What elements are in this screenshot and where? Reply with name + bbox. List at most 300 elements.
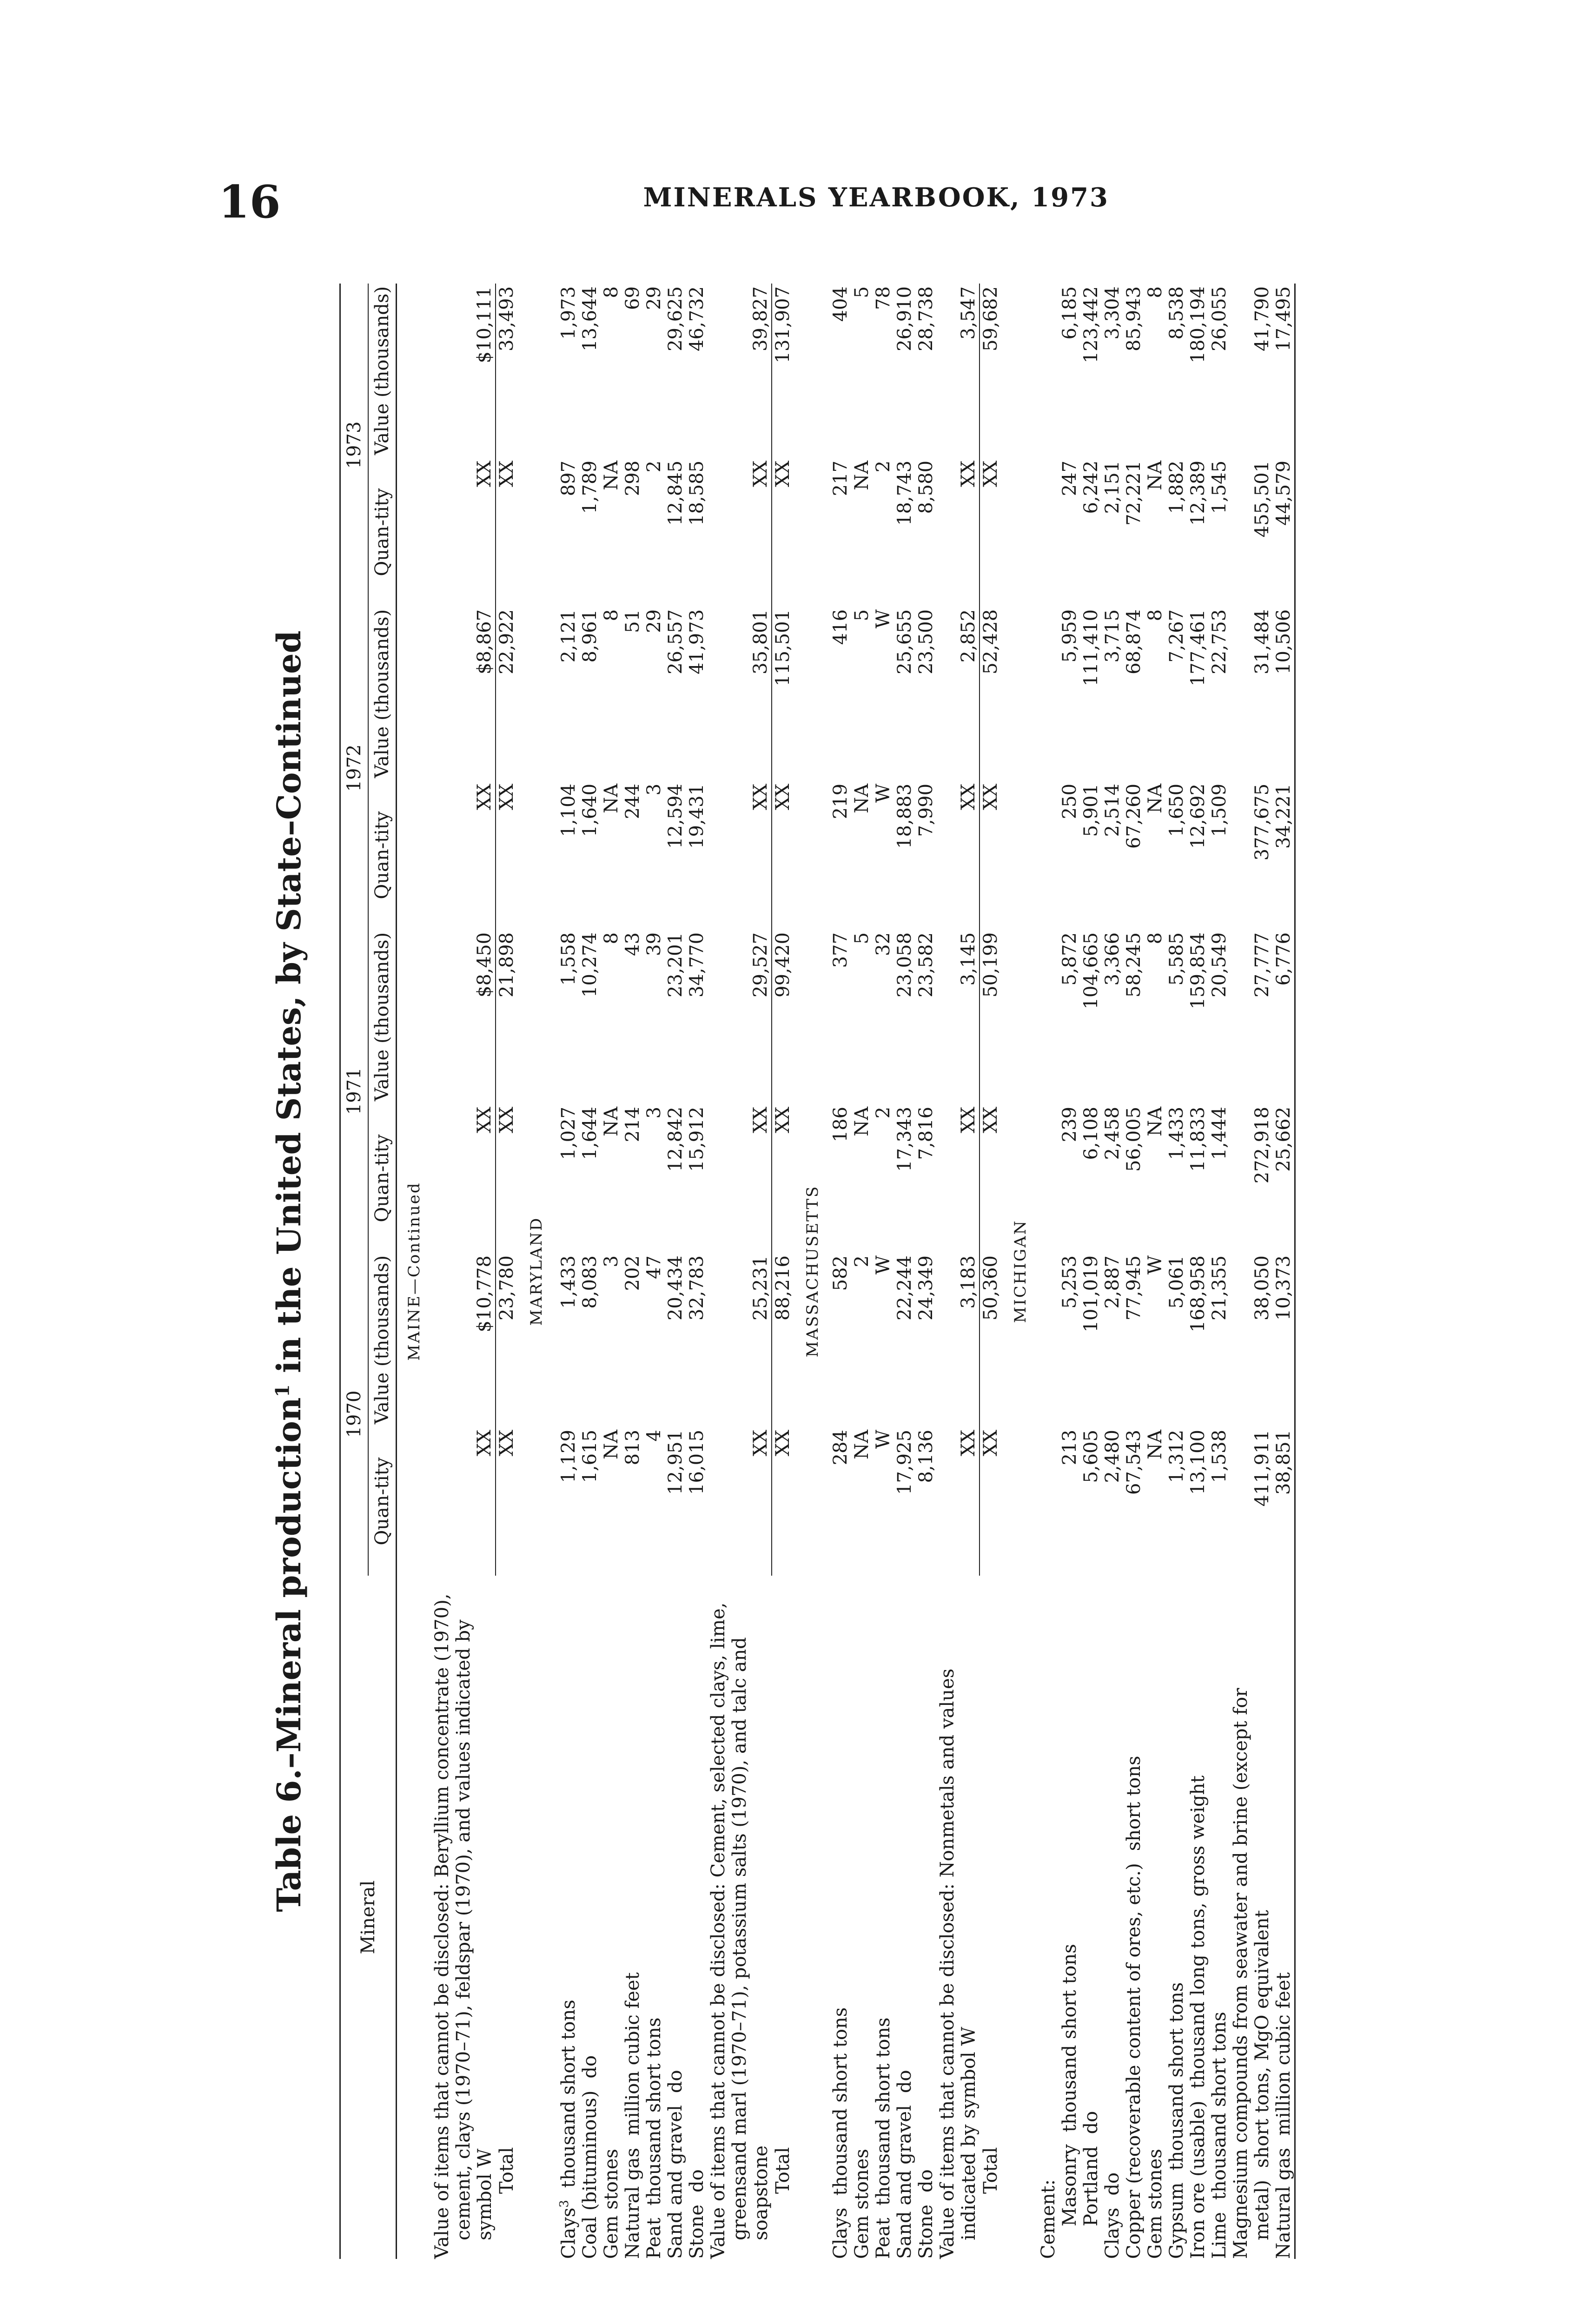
value-header: Value (thousands): [368, 1253, 397, 1427]
quantity-cell: 2: [873, 1106, 894, 1119]
unit-label: thousand short tons: [1209, 2012, 1231, 2200]
quantity-cell: 67,543: [1123, 1430, 1145, 1495]
section-heading-row: [1003, 284, 1038, 2259]
value-header: Value (thousands): [368, 930, 397, 1104]
value-cell: 180,194: [1187, 286, 1209, 363]
value-cell: 29: [643, 609, 665, 633]
value-cell: 202: [622, 1255, 644, 1291]
value-cell: 58,245: [1123, 932, 1145, 997]
mineral-label: Gem stones: [601, 2149, 622, 2259]
value-cell: 27,777: [1251, 932, 1273, 997]
caption-tail: in the United States, by State–Continued: [270, 630, 308, 1385]
value-cell: 5,585: [1166, 932, 1188, 986]
page-number: 16: [218, 176, 281, 228]
value-cell: 24,349: [915, 1255, 937, 1320]
table-row: [686, 284, 708, 2259]
mineral-cell: [431, 1576, 496, 2259]
unit-label: million cubic feet: [1273, 1972, 1295, 2136]
value-cell: W: [873, 609, 894, 629]
mineral-label: Sand and gravel: [665, 2105, 687, 2259]
mineral-label: Iron ore (usable): [1187, 2100, 1209, 2259]
mineral-cell: [686, 1576, 708, 2259]
value-cell: $10,778: [474, 1255, 495, 1333]
quantity-cell: 1,444: [1209, 1106, 1231, 1160]
value-cell: 99,420: [772, 930, 795, 1104]
unit-label: thousand short tons: [873, 2017, 894, 2206]
quantity-cell: 17,925: [894, 1430, 916, 1495]
value-cell: 582: [830, 1255, 852, 1291]
quantity-cell: XX: [958, 783, 980, 810]
quantity-cell: 186: [830, 1106, 852, 1142]
unit-label: thousand short tons: [830, 2007, 852, 2196]
table-row: [1166, 284, 1187, 2259]
mineral-cell: [1145, 1576, 1166, 2259]
value-header: Value (thousands): [368, 607, 397, 781]
quantity-cell: 1,882: [1166, 460, 1188, 514]
value-cell: 8,538: [1166, 286, 1188, 340]
mineral-cell: [708, 1576, 772, 2259]
quantity-cell: 217: [830, 460, 852, 496]
mineral-label: Gypsum: [1166, 2182, 1188, 2259]
value-cell: 377: [830, 932, 852, 968]
quantity-cell: 897: [558, 460, 580, 496]
mineral-label: Sand and gravel: [894, 2105, 916, 2259]
quantity-cell: NA: [1145, 460, 1166, 490]
mineral-cell: [772, 1576, 795, 2259]
unit-label: do: [1080, 2111, 1102, 2134]
value-cell: 2: [851, 1255, 873, 1268]
value-cell: 10,373: [1273, 1255, 1295, 1320]
quantity-cell: 1,789: [579, 460, 601, 514]
table-row: [554, 284, 579, 2259]
table-row: [915, 284, 937, 2259]
quantity-cell: 411,911: [1251, 1430, 1273, 1507]
mineral-label: Gem stones: [851, 2149, 873, 2259]
quantity-cell: 247: [1059, 460, 1081, 496]
quantity-cell: XX: [772, 1104, 795, 1253]
table-row: [1209, 284, 1230, 2259]
value-cell: 50,360: [980, 1253, 1003, 1427]
quantity-cell: 12,951: [665, 1430, 687, 1495]
quantity-cell: 244: [622, 783, 644, 819]
total-row: [496, 284, 519, 2259]
quantity-cell: 7,990: [915, 783, 937, 837]
quantity-cell: XX: [474, 1430, 495, 1456]
quantity-cell: 455,501: [1251, 460, 1273, 538]
quantity-cell: XX: [958, 460, 980, 487]
value-cell: 2,852: [958, 609, 980, 663]
table-body: [397, 284, 1295, 2259]
quantity-cell: 1,312: [1166, 1430, 1188, 1483]
section-heading-row: [519, 284, 554, 2259]
value-cell: 8: [601, 932, 622, 944]
quantity-cell: 18,585: [686, 460, 708, 526]
value-cell: 39: [643, 932, 665, 956]
value-cell: [1038, 607, 1059, 781]
table-row: [579, 284, 601, 2259]
value-cell: 69: [622, 286, 644, 310]
quantity-cell: 1,650: [1166, 783, 1188, 837]
mineral-cell: [1123, 1576, 1145, 2259]
value-cell: 5: [851, 609, 873, 621]
value-cell: 31,484: [1251, 609, 1273, 674]
value-cell: 8,961: [579, 609, 601, 663]
value-cell: 3,145: [958, 932, 980, 986]
value-cell: 6,185: [1059, 286, 1081, 340]
value-cell: 28,738: [915, 286, 937, 351]
value-cell: 23,780: [496, 1253, 519, 1427]
mineral-label: Value of items that cannot be disclosed: Beryllium concentrate (1970), cement, clays (1970–71), feldspar (1970), and values indicated by symbol W: [431, 1593, 496, 2259]
quantity-cell: 6,108: [1080, 1106, 1102, 1160]
quantity-cell: NA: [851, 460, 873, 490]
table-row: [601, 284, 622, 2259]
unit-label: million cubic feet: [622, 1972, 644, 2136]
mineral-cell: [1080, 1576, 1102, 2259]
quantity-cell: NA: [601, 460, 622, 490]
value-cell: 34,770: [686, 932, 708, 997]
year-header-1973: 1973: [340, 284, 369, 607]
unit-label: thousand long tons, gross weight: [1187, 1775, 1209, 2089]
value-cell: 123,442: [1080, 286, 1102, 363]
mineral-label: Gem stones: [1145, 2149, 1166, 2259]
caption-footnote-mark: 1: [271, 1384, 294, 1398]
quantity-cell: XX: [496, 781, 519, 930]
quantity-cell: W: [873, 783, 894, 803]
quantity-cell: NA: [601, 1106, 622, 1136]
quantity-cell: [1038, 781, 1059, 930]
mineral-label: Magnesium compounds from seawater and brine (except for metal): [1230, 1688, 1273, 2259]
unit-label: thousand short tons: [1166, 1982, 1188, 2171]
value-cell: 8: [601, 609, 622, 621]
mineral-production-table: [339, 284, 1296, 2259]
quantity-cell: 1,545: [1209, 460, 1231, 514]
value-cell: 26,557: [665, 609, 687, 674]
unit-label: thousand short tons: [558, 2000, 580, 2188]
unit-label: do: [915, 2169, 937, 2192]
quantity-header: Quan-tity: [368, 1104, 397, 1253]
quantity-cell: 18,883: [894, 783, 916, 849]
value-cell: 77,945: [1123, 1255, 1145, 1320]
quantity-cell: NA: [601, 1430, 622, 1459]
value-cell: 38,050: [1251, 1255, 1273, 1320]
mineral-label: Peat: [873, 2218, 894, 2259]
quantity-header: Quan-tity: [368, 458, 397, 607]
value-cell: 68,874: [1123, 609, 1145, 674]
quantity-cell: NA: [1145, 1430, 1166, 1459]
mineral-cell: [1102, 1576, 1123, 2259]
mineral-label: Value of items that cannot be disclosed: Nonmetals and values indicated by symbol W: [937, 1668, 980, 2259]
value-cell: 43: [622, 932, 644, 956]
quantity-cell: XX: [958, 1430, 980, 1456]
value-cell: 23,500: [915, 609, 937, 674]
table-row: [431, 284, 496, 2259]
value-cell: [1038, 1253, 1059, 1427]
value-cell: 5,872: [1059, 932, 1081, 986]
quantity-cell: 44,579: [1273, 460, 1295, 526]
table-row: [665, 284, 686, 2259]
section-title: MARYLAND: [527, 1216, 546, 1326]
quantity-cell: [1038, 1427, 1059, 1576]
value-cell: 22,753: [1209, 609, 1231, 674]
quantity-cell: XX: [496, 1104, 519, 1253]
unit-label: do: [579, 2055, 601, 2079]
quantity-cell: XX: [750, 1430, 772, 1456]
value-cell: 5: [851, 286, 873, 298]
table-row: [643, 284, 665, 2259]
value-cell: 23,201: [665, 932, 687, 997]
value-cell: 3,715: [1102, 609, 1124, 663]
value-cell: 46,732: [686, 286, 708, 351]
table-row: [830, 284, 851, 2259]
quantity-cell: 1,640: [579, 783, 601, 837]
value-cell: 22,922: [496, 607, 519, 781]
value-cell: 23,582: [915, 932, 937, 997]
value-cell: 17,495: [1273, 286, 1295, 351]
quantity-cell: XX: [474, 783, 495, 810]
quantity-cell: 250: [1059, 783, 1081, 819]
value-cell: 39,827: [750, 286, 772, 351]
mineral-cell: [1038, 1576, 1059, 2259]
value-cell: 3,366: [1102, 932, 1124, 986]
quantity-cell: 298: [622, 460, 644, 496]
mineral-cell: [1230, 1576, 1273, 2259]
mineral-column-header: Mineral: [340, 1576, 397, 2259]
quantity-cell: 214: [622, 1106, 644, 1142]
mineral-label: Lime: [1209, 2212, 1231, 2259]
mineral-cell: [1166, 1576, 1187, 2259]
value-cell: 23,058: [894, 932, 916, 997]
quantity-cell: 7,816: [915, 1106, 937, 1160]
value-cell: 50,199: [980, 930, 1003, 1104]
value-cell: 78: [873, 286, 894, 310]
quantity-cell: 11,833: [1187, 1106, 1209, 1172]
mineral-label: Natural gas: [622, 2147, 644, 2259]
quantity-header: Quan-tity: [368, 781, 397, 930]
quantity-cell: 67,260: [1123, 783, 1145, 849]
mineral-label: Masonry: [1059, 2144, 1081, 2226]
value-cell: 85,943: [1123, 286, 1145, 351]
unit-label: short tons, MgO equivalent: [1251, 1910, 1273, 2168]
mineral-label: Clays: [558, 2207, 580, 2259]
unit-label: do: [686, 2169, 708, 2192]
quantity-cell: XX: [750, 1106, 772, 1133]
value-cell: 1,558: [558, 932, 580, 986]
value-cell: 25,655: [894, 609, 916, 674]
value-cell: W: [1145, 1255, 1166, 1275]
quantity-cell: 1,538: [1209, 1430, 1231, 1483]
value-cell: 26,055: [1209, 286, 1231, 351]
quantity-cell: 72,221: [1123, 460, 1145, 526]
quantity-cell: 12,692: [1187, 783, 1209, 849]
quantity-cell: XX: [750, 460, 772, 487]
mineral-label: Clays: [830, 2207, 852, 2259]
mineral-cell: [665, 1576, 686, 2259]
value-cell: 32,783: [686, 1255, 708, 1320]
quantity-cell: [1038, 458, 1059, 607]
quantity-cell: 8,136: [915, 1430, 937, 1483]
value-cell: 26,910: [894, 286, 916, 351]
table-row: [937, 284, 980, 2259]
unit-label: do: [665, 2070, 687, 2093]
quantity-cell: 34,221: [1273, 783, 1295, 849]
mineral-cell: [643, 1576, 665, 2259]
value-cell: 115,501: [772, 607, 795, 781]
value-cell: 5,061: [1166, 1255, 1188, 1309]
section-title: MASSACHUSETTS: [803, 1185, 822, 1358]
quantity-cell: XX: [474, 460, 495, 487]
quantity-cell: 56,005: [1123, 1106, 1145, 1172]
mineral-cell: [937, 1576, 980, 2259]
mineral-cell: [1273, 1576, 1295, 2259]
mineral-cell: [579, 1576, 601, 2259]
table-caption: [270, 284, 308, 2259]
running-head: MINERALS YEARBOOK, 1973: [643, 182, 1109, 213]
quantity-cell: 1,027: [558, 1106, 580, 1160]
total-row: [772, 284, 795, 2259]
mineral-label: Cement:: [1038, 2179, 1059, 2259]
mineral-cell: [1059, 1576, 1080, 2259]
quantity-cell: XX: [496, 1427, 519, 1576]
unit-label: do: [1102, 2172, 1124, 2196]
value-cell: 33,493: [496, 284, 519, 458]
mineral-cell: [554, 1576, 579, 2259]
value-cell: 177,461: [1187, 609, 1209, 687]
quantity-cell: 5,605: [1080, 1430, 1102, 1483]
quantity-cell: 6,242: [1080, 460, 1102, 514]
mineral-label: Coal (bituminous): [579, 2090, 601, 2259]
quantity-cell: 17,343: [894, 1106, 916, 1172]
value-cell: 104,665: [1080, 932, 1102, 1010]
quantity-cell: 1,433: [1166, 1106, 1188, 1160]
unit-label: thousand short tons: [1059, 1944, 1081, 2133]
table-row: [1080, 284, 1102, 2259]
mineral-label: Value of items that cannot be disclosed: Cement, selected clays, lime, greensand marl (1970–71), potassium salts (1970), and talc and soapstone: [708, 1602, 772, 2259]
table-row: [894, 284, 915, 2259]
quantity-cell: 1,644: [579, 1106, 601, 1160]
value-cell: 7,267: [1166, 609, 1188, 663]
value-cell: 6,776: [1273, 932, 1295, 986]
quantity-cell: 25,662: [1273, 1106, 1295, 1172]
value-cell: 29,527: [750, 932, 772, 997]
value-cell: $10,111: [474, 286, 495, 363]
value-cell: 168,958: [1187, 1255, 1209, 1333]
value-cell: 32: [873, 932, 894, 956]
value-header: Value (thousands): [368, 284, 397, 458]
quantity-cell: 4: [643, 1430, 665, 1442]
mineral-label: Total: [496, 2147, 517, 2194]
value-cell: 3,304: [1102, 286, 1124, 340]
mineral-cell: [1187, 1576, 1209, 2259]
quantity-cell: XX: [980, 1427, 1003, 1576]
unit-label: short tons: [1123, 1756, 1145, 1851]
section-heading-row: [795, 284, 830, 2259]
value-cell: 101,019: [1080, 1255, 1102, 1333]
quantity-cell: NA: [601, 783, 622, 813]
table-row: [1273, 284, 1295, 2259]
unit-label: do: [894, 2070, 916, 2093]
quantity-cell: 284: [830, 1430, 852, 1466]
mineral-label: Total: [772, 2147, 794, 2194]
value-cell: 35,801: [750, 609, 772, 674]
table-row: [1187, 284, 1209, 2259]
value-cell: 8: [1145, 932, 1166, 944]
quantity-cell: XX: [772, 458, 795, 607]
year-header-1970: 1970: [340, 1253, 369, 1576]
total-row: [980, 284, 1003, 2259]
table-row: [1038, 284, 1059, 2259]
value-cell: 8,083: [579, 1255, 601, 1309]
table-row: [873, 284, 894, 2259]
value-cell: 111,410: [1080, 609, 1102, 687]
mineral-label: Stone: [915, 2205, 937, 2259]
value-cell: 3,547: [958, 286, 980, 340]
quantity-cell: 18,743: [894, 460, 916, 526]
year-header-1971: 1971: [340, 930, 369, 1253]
mineral-cell: [915, 1576, 937, 2259]
value-cell: 29: [643, 286, 665, 310]
table-row: [1230, 284, 1273, 2259]
value-cell: 21,355: [1209, 1255, 1231, 1320]
value-cell: 8: [601, 286, 622, 298]
quantity-cell: NA: [851, 1430, 873, 1459]
value-cell: [1038, 284, 1059, 458]
quantity-cell: 813: [622, 1430, 644, 1466]
value-cell: 5: [851, 932, 873, 944]
table-row: [622, 284, 643, 2259]
quantity-cell: XX: [496, 458, 519, 607]
quantity-cell: 3: [643, 1106, 665, 1119]
quantity-cell: 2,480: [1102, 1430, 1124, 1483]
unit-label: thousand short tons: [643, 2017, 665, 2206]
value-cell: 416: [830, 609, 852, 645]
mineral-label: Clays: [1102, 2207, 1124, 2259]
quantity-cell: 12,842: [665, 1106, 687, 1172]
value-cell: [1038, 930, 1059, 1104]
quantity-cell: W: [873, 1430, 894, 1449]
value-cell: 13,644: [579, 286, 601, 351]
table-row: [708, 284, 772, 2259]
quantity-cell: 12,594: [665, 783, 687, 849]
value-cell: $8,867: [474, 609, 495, 674]
value-cell: 131,907: [772, 284, 795, 458]
quantity-cell: [1038, 1104, 1059, 1253]
value-cell: 10,506: [1273, 609, 1295, 674]
value-cell: 2,887: [1102, 1255, 1124, 1309]
value-cell: 10,274: [579, 932, 601, 997]
mineral-cell: [830, 1576, 851, 2259]
value-cell: 3,183: [958, 1255, 980, 1309]
value-cell: 88,216: [772, 1253, 795, 1427]
quantity-cell: 219: [830, 783, 852, 819]
table-row: [1123, 284, 1145, 2259]
quantity-cell: XX: [474, 1106, 495, 1133]
quantity-cell: XX: [980, 1104, 1003, 1253]
value-cell: $8,450: [474, 932, 495, 997]
quantity-cell: 38,851: [1273, 1430, 1295, 1495]
quantity-cell: XX: [958, 1106, 980, 1133]
value-cell: 1,973: [558, 286, 580, 340]
value-cell: 2,121: [558, 609, 580, 663]
year-header-1972: 1972: [340, 607, 369, 930]
mineral-cell: [851, 1576, 873, 2259]
quantity-cell: NA: [1145, 783, 1166, 813]
quantity-cell: 12,845: [665, 460, 687, 526]
table-row: [1145, 284, 1166, 2259]
quantity-cell: 2: [643, 460, 665, 473]
mineral-cell: [1209, 1576, 1230, 2259]
quantity-cell: 1,509: [1209, 783, 1231, 837]
value-cell: 29,625: [665, 286, 687, 351]
